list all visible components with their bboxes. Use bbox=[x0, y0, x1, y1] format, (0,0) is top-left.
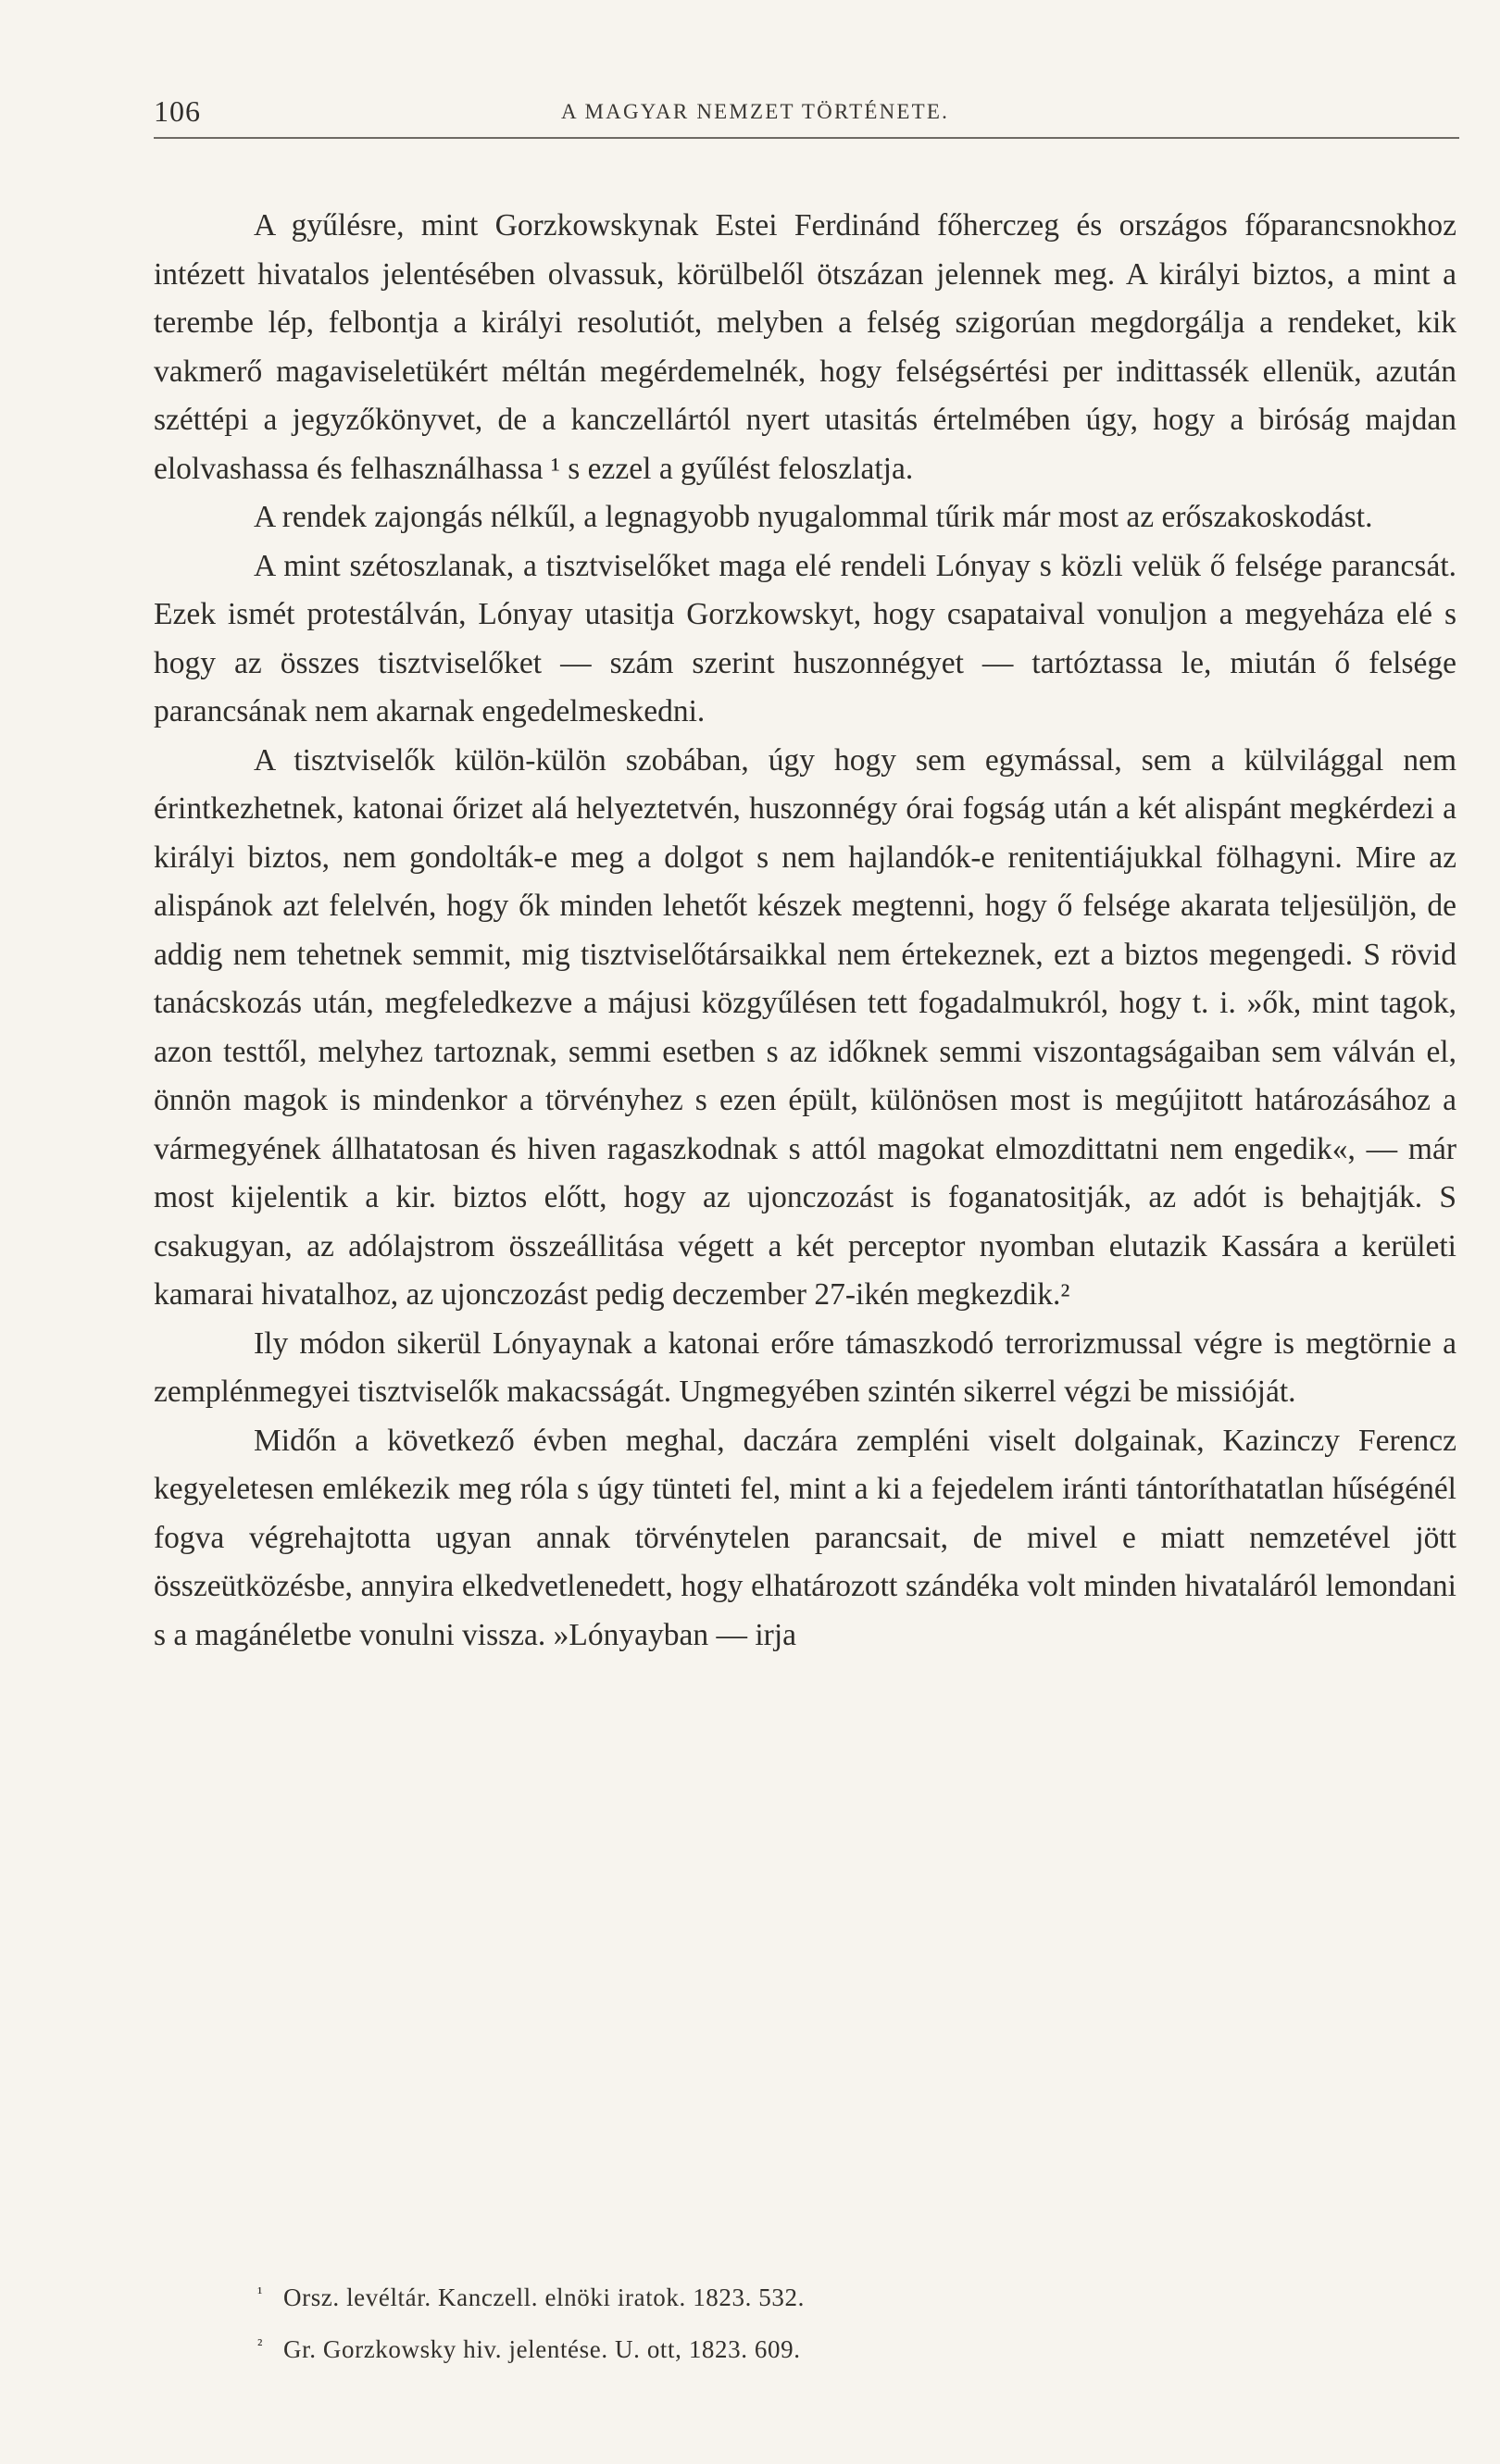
footnote-text: Orsz. levéltár. Kanczell. elnöki iratok. 1823. 532. bbox=[283, 2284, 805, 2311]
footnotes bbox=[257, 2270, 805, 2373]
paragraph: Midőn a következő évben meghal, daczára zempléni viselt dolgainak, Kazinczy Ferencz kegyeletesen emlékezik meg róla s úgy tünteti fel, mint a ki a fejedelem iránti tántoríthatatlan hűségénél fogva végrehajtotta ugyan annak törvénytelen parancsait, de mivel e miatt nemzetével jött összeütközésbe, annyira elkedvetlenedett, hogy elhatározott szándéka volt minden hivataláról lemondani s a magánéletbe vonulni vissza. »Lónyayban — irja bbox=[154, 1423, 1456, 1652]
footnote-2 bbox=[257, 2321, 805, 2373]
page-header bbox=[154, 91, 1459, 139]
paragraph: A tisztviselők külön-külön szobában, úgy hogy sem egymással, sem a külvilággal nem érintkezhetnek, katonai őrizet alá helyeztetvén, huszonnégy órai fogság után a két alispánt megkérdezi a királyi biztos, nem gondolták-e meg a dolgot s nem hajlandók-e renitentiájukkal fölhagyni. Mire az alispánok azt felelvén, hogy ők minden lehetőt készek megtenni, hogy ő felsége akarata teljesüljön, de addig nem tehetnek semmit, mig tisztviselőtársaikkal nem értekeznek, ezt a biztos megengedi. S rövid tanácskozás után, megfeledkezve a májusi közgyűlésen tett fogadalmukról, hogy t. i. »ők, mint tagok, azon testtől, melyhez tartoznak, semmi esetben s az időknek semmi viszontagságaiban sem válván el, önnön magok is mindenkor a törvényhez s ezen épült, különösen most is megújitott határozásához a vármegyének állhatatosan és hiven ragaszkodnak s attól magokat elmozdittatni nem engedik«, — már most kijelentik a kir. biztos előtt, hogy az ujonczozást is foganatositják, az adót is behajtják. S csakugyan, az adólajstrom összeállitása végett a két perceptor nyomban elutazik Kassára a kerületi kamarai hivatalhoz, az ujonczozást pedig deczember 27-ikén megkezdik.² bbox=[154, 742, 1456, 1312]
running-title: A MAGYAR NEMZET TÖRTÉNETE. bbox=[561, 100, 950, 123]
paragraph: Ily módon sikerül Lónyaynak a katonai erőre támaszkodó terrorizmussal végre is megtörnie a zemplénmegyei tisztviselők makacsságát. Ungmegyében szintén sikerrel végzi be missióját. bbox=[154, 1325, 1456, 1409]
footnote-1 bbox=[257, 2270, 805, 2321]
paragraph: A rendek zajongás nélkűl, a legnagyobb nyugalommal tűrik már most az erőszakoskodást. bbox=[254, 500, 1373, 534]
footnote-mark: ² bbox=[257, 2335, 263, 2354]
paragraph: A mint szétoszlanak, a tisztviselőket maga elé rendeli Lónyay s közli velük ő felsége parancsát. Ezek ismét protestálván, Lónyay utasitja Gorzkowskyt, hogy csapataival vonuljon a megyeháza elé s hogy az összes tisztviselőket — szám szerint huszonnégyet — tartóztassa le, miután ő felsége parancsának nem akarnak engedelmeskedni. bbox=[154, 548, 1456, 728]
footnote-text: Gr. Gorzkowsky hiv. jelentése. U. ott, 1823. 609. bbox=[283, 2335, 801, 2363]
footnote-mark: ¹ bbox=[257, 2284, 263, 2302]
main-text bbox=[154, 202, 1456, 1660]
paragraph: A gyűlésre, mint Gorzkowskynak Estei Ferdinánd főherczeg és országos főparancsnokhoz intézett hivatalos jelentésében olvassuk, körülbelől ötszázan jelennek meg. A királyi biztos, a mint a terembe lép, felbontja a királyi resolutiót, melyben a felség szigorúan megdorgálja a rendeket, kik vakmerő magaviseletükért méltán megérdemelnék, hogy felségsértési per indittassék ellenük, azután széttépi a jegyzőkönyvet, de a kanczellártól nyert utasitás értelmében úgy, hogy a biróság majdan elolvashassa és felhasználhassa ¹ s ezzel a gyűlést feloszlatja. bbox=[154, 208, 1456, 486]
page-number: 106 bbox=[154, 94, 201, 128]
